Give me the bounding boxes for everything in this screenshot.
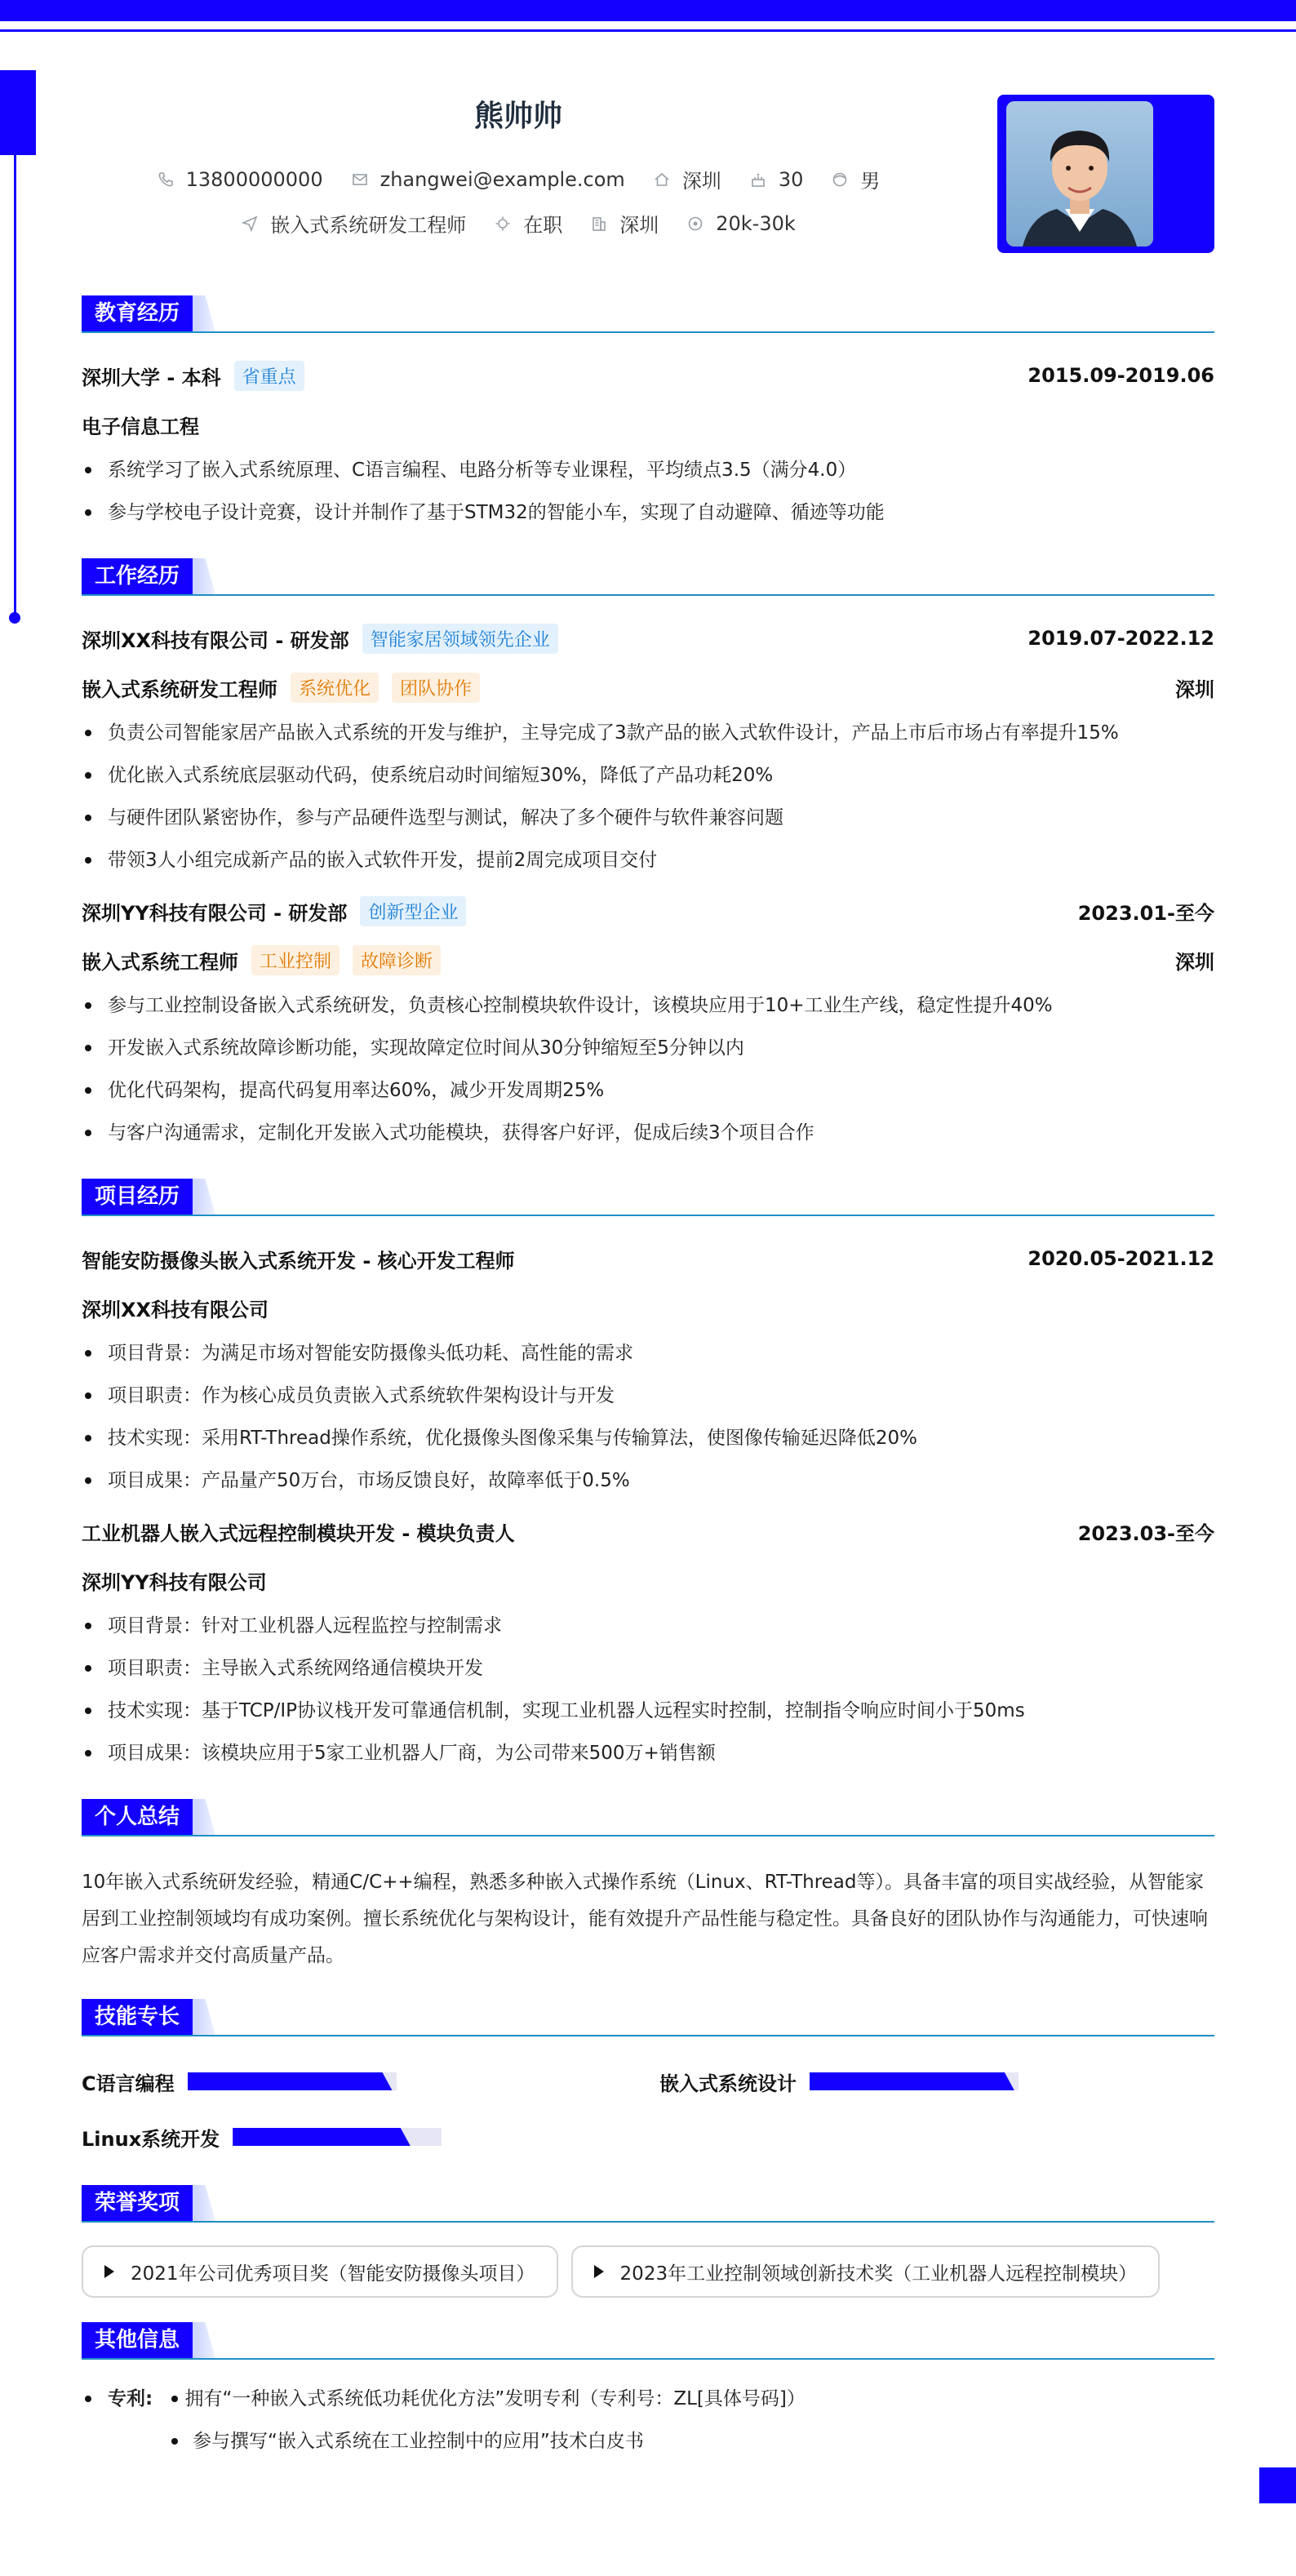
skill-item [659, 2058, 1214, 2105]
section-skills-header [82, 1999, 1214, 2036]
list-item: 与硬件团队紧密协作，参与产品硬件选型与测试，解决了多个硬件与软件兼容问题 [82, 797, 1214, 839]
list-item: 项目职责：作为核心成员负责嵌入式系统软件架构设计与开发 [82, 1375, 1214, 1417]
education-header-row [82, 351, 1214, 400]
home-icon [653, 171, 671, 189]
role-tag: 工业控制 [251, 945, 340, 975]
project-title: 智能安防摄像头嵌入式系统开发 - 核心开发工程师 [82, 1249, 515, 1272]
section-summary-header [82, 1799, 1214, 1837]
contact-row [0, 165, 1036, 193]
resume-content [82, 295, 1214, 2463]
list-item: 项目背景：针对工业机器人远程监控与控制需求 [82, 1605, 1214, 1647]
skill-bar-fill [233, 2128, 411, 2146]
project-company: 深圳YY科技有限公司 [82, 1570, 267, 1594]
work-list [82, 712, 1214, 882]
section-tag-tail [193, 1799, 215, 1835]
project-company-row [82, 1556, 1214, 1605]
awards-list [82, 2241, 1214, 2298]
skill-bar-fill [810, 2072, 1014, 2090]
target-city-text: 深圳 [619, 214, 659, 237]
job-text: 嵌入式系统研发工程师 [270, 214, 467, 237]
list-item: 参与工业控制设备嵌入式系统研发，负责核心控制模块软件设计，该模块应用于10+工业生产线，稳定性提升40% [82, 984, 1214, 1027]
gender-item [831, 165, 880, 193]
section-projects-header [82, 1179, 1214, 1216]
company-name: 深圳XX科技有限公司 - 研发部 [82, 628, 349, 652]
list-item: 系统学习了嵌入式系统原理、C语言编程、电路分析等专业课程，平均绩点3.5（满分4.0） [82, 449, 1214, 491]
education-date: 2015.09-2019.06 [1027, 364, 1214, 387]
building-icon [590, 215, 608, 233]
city-item [653, 165, 721, 193]
age-item [749, 168, 804, 191]
status-text: 在职 [523, 214, 563, 237]
skill-name: 嵌入式系统设计 [659, 2072, 797, 2095]
top-accent-bar [0, 0, 1296, 21]
skill-item [82, 2113, 659, 2161]
other-text: 参与撰写“嵌入式系统在工业控制中的应用”技术白皮书 [193, 2431, 644, 2452]
skill-name: Linux系统开发 [82, 2127, 220, 2151]
education-list [82, 449, 1214, 534]
section-divider [82, 1215, 1214, 1216]
bullet-dot [171, 2396, 178, 2402]
phone-item [157, 168, 323, 191]
section-divider [82, 331, 1214, 333]
bullet-dot [171, 2438, 178, 2445]
section-divider [82, 2358, 1214, 2360]
phone-icon [157, 171, 175, 189]
phone-text: 13800000000 [185, 167, 323, 191]
project-company-row [82, 1283, 1214, 1332]
gender-text: 男 [860, 170, 881, 193]
project-title: 工业机器人嵌入式远程控制模块开发 - 模块负责人 [82, 1521, 515, 1545]
work-header-row [82, 886, 1214, 935]
candidate-name: 熊帅帅 [473, 100, 562, 133]
skill-bar-fill [188, 2072, 393, 2090]
triangle-icon [104, 2265, 114, 2278]
skill-bar [233, 2128, 442, 2146]
company-name: 深圳YY科技有限公司 - 研发部 [82, 901, 348, 925]
skill-name: C语言编程 [82, 2072, 175, 2095]
profile-photo [1006, 101, 1153, 246]
list-item: 技术实现：采用RT-Thread操作系统，优化摄像头图像采集与传输算法，使图像传输延迟降低20% [82, 1417, 1214, 1459]
section-awards-header [82, 2185, 1214, 2223]
side-accent-dot [9, 612, 20, 624]
section-divider [82, 1835, 1214, 1837]
list-item: 项目背景：为满足市场对智能安防摄像头低功耗、高性能的需求 [82, 1332, 1214, 1375]
list-item: 开发嵌入式系统故障诊断功能，实现故障定位时间从30分钟缩短至5分钟以内 [82, 1027, 1214, 1069]
section-tag-tail [193, 1999, 215, 2035]
list-item: 项目职责：主导嵌入式系统网络通信模块开发 [82, 1647, 1214, 1690]
work-header-row [82, 614, 1214, 663]
skills-grid [82, 2054, 1214, 2161]
work-location: 深圳 [1175, 950, 1214, 974]
target-city-item [590, 209, 659, 238]
work-date: 2023.01-至今 [1077, 901, 1214, 925]
role-tag: 系统优化 [291, 673, 379, 703]
list-item: 技术实现：基于TCP/IP协议栈开发可靠通信机制，实现工业机器人远程实时控制，控制指令响应时间小于50ms [82, 1690, 1214, 1732]
list-item [82, 2420, 1214, 2463]
salary-icon [686, 215, 704, 233]
project-header-row [82, 1234, 1214, 1283]
project-date: 2020.05-2021.12 [1027, 1247, 1214, 1270]
work-location: 深圳 [1175, 677, 1214, 701]
bullet-dot [85, 2396, 91, 2402]
section-work-header [82, 558, 1214, 596]
email-text: zhangwei@example.com [379, 167, 625, 191]
corner-accent-block [1259, 2467, 1296, 2503]
summary-text: 10年嵌入式系统研发经验，精通C/C++编程，熟悉多种嵌入式操作系统（Linux、RT-Thread等）。具备丰富的项目实战经验，从智能家居到工业控制领域均有成功案例。擅长系统优化与架构设计，能有效提升产品性能与稳定性。具备良好的团队协作与沟通能力，可快速响应客户需求并交付高质量产品。 [82, 1872, 1208, 1966]
job-row [0, 209, 1036, 238]
gender-icon [831, 171, 849, 189]
major-name: 电子信息工程 [82, 415, 199, 438]
salary-text: 20k-30k [716, 211, 796, 235]
city-text: 深圳 [681, 170, 721, 193]
award-item [82, 2245, 558, 2298]
section-tag-tail [193, 558, 215, 594]
other-label: 专利: [108, 2388, 153, 2409]
section-tag-tail [193, 2185, 215, 2221]
major-row [82, 400, 1214, 449]
award-text: 2021年公司优秀项目奖（智能安防摄像头项目） [131, 2263, 535, 2285]
project-company: 深圳XX科技有限公司 [82, 1298, 269, 1321]
section-tag-tail [193, 295, 215, 331]
status-icon [494, 215, 512, 233]
work-list [82, 984, 1214, 1154]
section-other-header [82, 2322, 1214, 2360]
school-name: 深圳大学 - 本科 [82, 366, 221, 389]
section-title: 其他信息 [82, 2322, 193, 2358]
section-divider [82, 2221, 1214, 2223]
email-item [351, 168, 625, 191]
project-date: 2023.03-至今 [1077, 1521, 1214, 1545]
list-item: 项目成果：该模块应用于5家工业机器人厂商，为公司带来500万+销售额 [82, 1732, 1214, 1774]
job-item [241, 209, 466, 238]
section-education-header [82, 295, 1214, 333]
send-icon [241, 215, 259, 233]
other-list [82, 2378, 1214, 2463]
project-list [82, 1332, 1214, 1502]
work-date: 2019.07-2022.12 [1027, 627, 1214, 650]
section-divider [82, 2035, 1214, 2036]
skill-bar [188, 2072, 397, 2090]
section-title: 技能专长 [82, 1999, 193, 2035]
list-item: 优化代码架构，提高代码复用率达60%，减少开发周期25% [82, 1069, 1214, 1112]
status-item [494, 209, 562, 238]
award-item [571, 2245, 1161, 2298]
list-item: 与客户沟通需求，定制化开发嵌入式功能模块，获得客户好评，促成后续3个项目合作 [82, 1112, 1214, 1154]
section-tag-tail [193, 1179, 215, 1215]
role-tag: 故障诊断 [353, 945, 441, 975]
section-title: 荣誉奖项 [82, 2185, 193, 2221]
triangle-icon [594, 2265, 604, 2278]
role-name: 嵌入式系统工程师 [82, 950, 238, 974]
section-divider [82, 594, 1214, 596]
list-item: 参与学校电子设计竞赛，设计并制作了基于STM32的智能小车，实现了自动避障、循迹等功能 [82, 491, 1214, 534]
company-badge: 智能家居领域领先企业 [362, 624, 558, 654]
section-title: 项目经历 [82, 1179, 193, 1215]
role-tag: 团队协作 [392, 673, 480, 703]
skill-bar [810, 2072, 1019, 2090]
list-item: 负责公司智能家居产品嵌入式系统的开发与维护，主导完成了3款产品的嵌入式软件设计，产品上市后市场占有率提升15% [82, 712, 1214, 754]
top-accent-line [0, 29, 1296, 32]
list-item: 优化嵌入式系统底层驱动代码，使系统启动时间缩短30%，降低了产品功耗20% [82, 754, 1214, 797]
mail-icon [351, 171, 369, 189]
age-text: 30 [778, 167, 804, 191]
role-name: 嵌入式系统研发工程师 [82, 677, 277, 701]
section-tag-tail [193, 2322, 215, 2358]
role-row [82, 935, 1214, 984]
award-text: 2023年工业控制领域创新技术奖（工业机器人远程控制模块） [619, 2263, 1138, 2285]
list-item: 带领3人小组完成新产品的嵌入式软件开发，提前2周完成项目交付 [82, 839, 1214, 882]
other-text: 拥有“一种嵌入式系统低功耗优化方法”发明专利（专利号：ZL[具体号码]） [184, 2388, 806, 2409]
skill-item [82, 2058, 659, 2105]
project-list [82, 1605, 1214, 1774]
list-item [82, 2378, 1214, 2420]
section-title: 工作经历 [82, 558, 193, 594]
role-row [82, 663, 1214, 712]
list-item: 项目成果：产品量产50万台，市场反馈良好，故障率低于0.5% [82, 1459, 1214, 1502]
section-title: 个人总结 [82, 1799, 193, 1835]
salary-item [686, 212, 796, 235]
section-title: 教育经历 [82, 295, 193, 331]
company-badge: 创新型企业 [360, 896, 466, 926]
project-header-row [82, 1507, 1214, 1556]
school-badge: 省重点 [234, 361, 304, 391]
age-icon [749, 171, 767, 189]
